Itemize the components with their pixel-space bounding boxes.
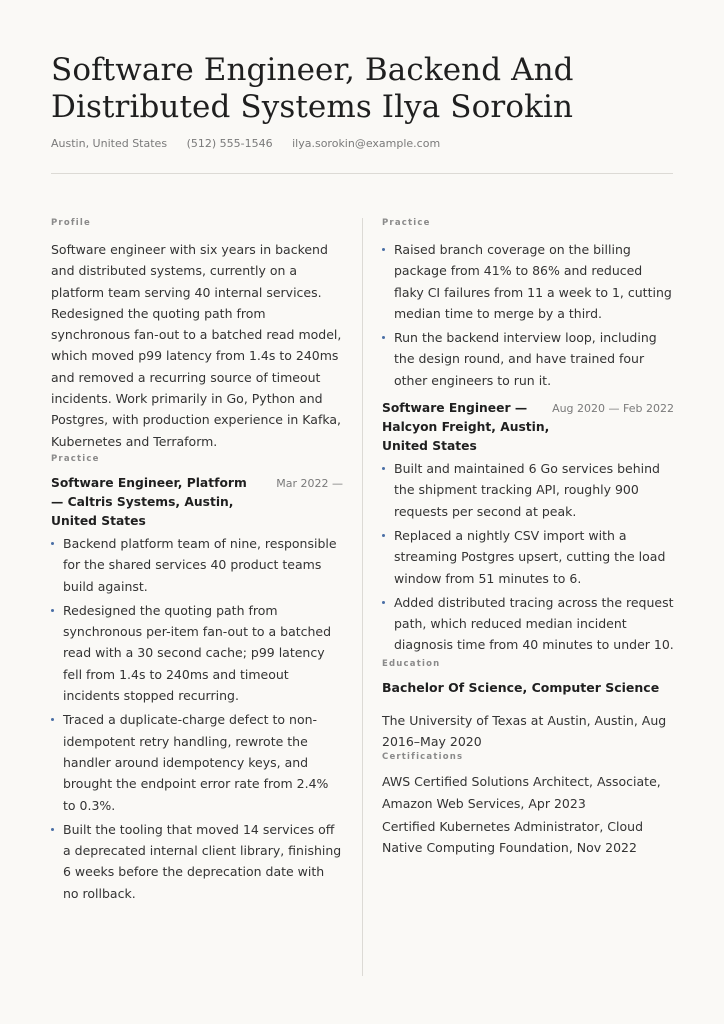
list-item: Redesigned the quoting path from synchronous per-item fan-out to a batched read with a 30 second cache; p99 latency fell from 1.4s to 240ms and timeout incidents stopped recurring. [51, 600, 343, 706]
resume-title: Software Engineer, Backend And Distributed Systems Ilya Sorokin [51, 52, 574, 125]
job-date-caltris: Mar 2022 — [276, 476, 343, 490]
continued-bullets [382, 239, 674, 391]
profile-text: Software engineer with six years in backend and distributed systems, currently on a platform team serving 40 internal services. Redesigned the quoting path from synchronous fan-out to a batched read model, which moved p99 latency from 1.4s to 240ms and removed a recurring source of timeout incidents. Work primarily in Go, Python and Postgres, with production experience in Kafka, Kubernetes and Terraform. [51, 242, 342, 449]
list-item: Backend platform team of nine, responsible for the shared services 40 product teams build against. [51, 533, 343, 597]
certifications-label: Certifications [382, 752, 464, 763]
education-degree: Bachelor Of Science, Computer Science [382, 679, 660, 695]
email-text: ilya.sorokin@example.com [292, 137, 441, 150]
certifications-list [382, 771, 674, 858]
list-item: AWS Certified Solutions Architect, Associate, Amazon Web Services, Apr 2023 [382, 774, 661, 811]
contact-line [51, 137, 456, 150]
list-item: Replaced a nightly CSV import with a streaming Postgres upsert, cutting the load window from 51 minutes to 6. [382, 525, 674, 589]
practice-label-right: Practice [382, 218, 431, 228]
phone-text: (512) 555-1546 [186, 137, 273, 150]
header-divider [51, 173, 673, 174]
job-bullets-caltris [51, 533, 343, 904]
list-item: Raised branch coverage on the billing package from 41% to 86% and reduced flaky CI failures from 11 a week to 1, cutting median time to merge by a third. [382, 239, 674, 324]
list-item: Built and maintained 6 Go services behind the shipment tracking API, roughly 900 requests per second at peak. [382, 458, 674, 522]
practice-label-left: Practice [51, 453, 100, 464]
list-item: Added distributed tracing across the request path, which reduced median incident diagnosis time from 40 minutes to under 10. [382, 592, 674, 656]
left-column [51, 218, 343, 907]
right-column [382, 218, 674, 859]
list-item: Traced a duplicate-charge defect to non-idempotent retry handling, rewrote the handler around idempotency keys, and brought the endpoint error rate from 2.4% to 0.3%. [51, 709, 343, 815]
location-text: Austin, United States [51, 137, 168, 150]
job-title-halcyon: Software Engineer — Halcyon Freight, Austin, United States [382, 401, 550, 454]
list-item: Built the tooling that moved 14 services off a deprecated internal client library, finishing 6 weeks before the deprecation date with no rollback. [51, 819, 343, 904]
job-header-caltris [51, 474, 343, 531]
column-divider [362, 218, 363, 976]
job-header-halcyon [382, 399, 674, 456]
job-title-caltris: Software Engineer, Platform — Caltris Systems, Austin, United States [51, 475, 247, 528]
education-label: Education [382, 658, 441, 669]
education-school: The University of Texas at Austin, Austin, Aug 2016–May 2020 [382, 712, 667, 750]
job-bullets-halcyon [382, 458, 674, 656]
list-item: Certified Kubernetes Administrator, Cloud Native Computing Foundation, Nov 2022 [382, 818, 643, 856]
profile-label: Profile [51, 218, 91, 228]
job-date-halcyon: Aug 2020 — Feb 2022 [552, 402, 674, 416]
list-item: Run the backend interview loop, including the design round, and have trained four other engineers to run it. [382, 327, 674, 391]
